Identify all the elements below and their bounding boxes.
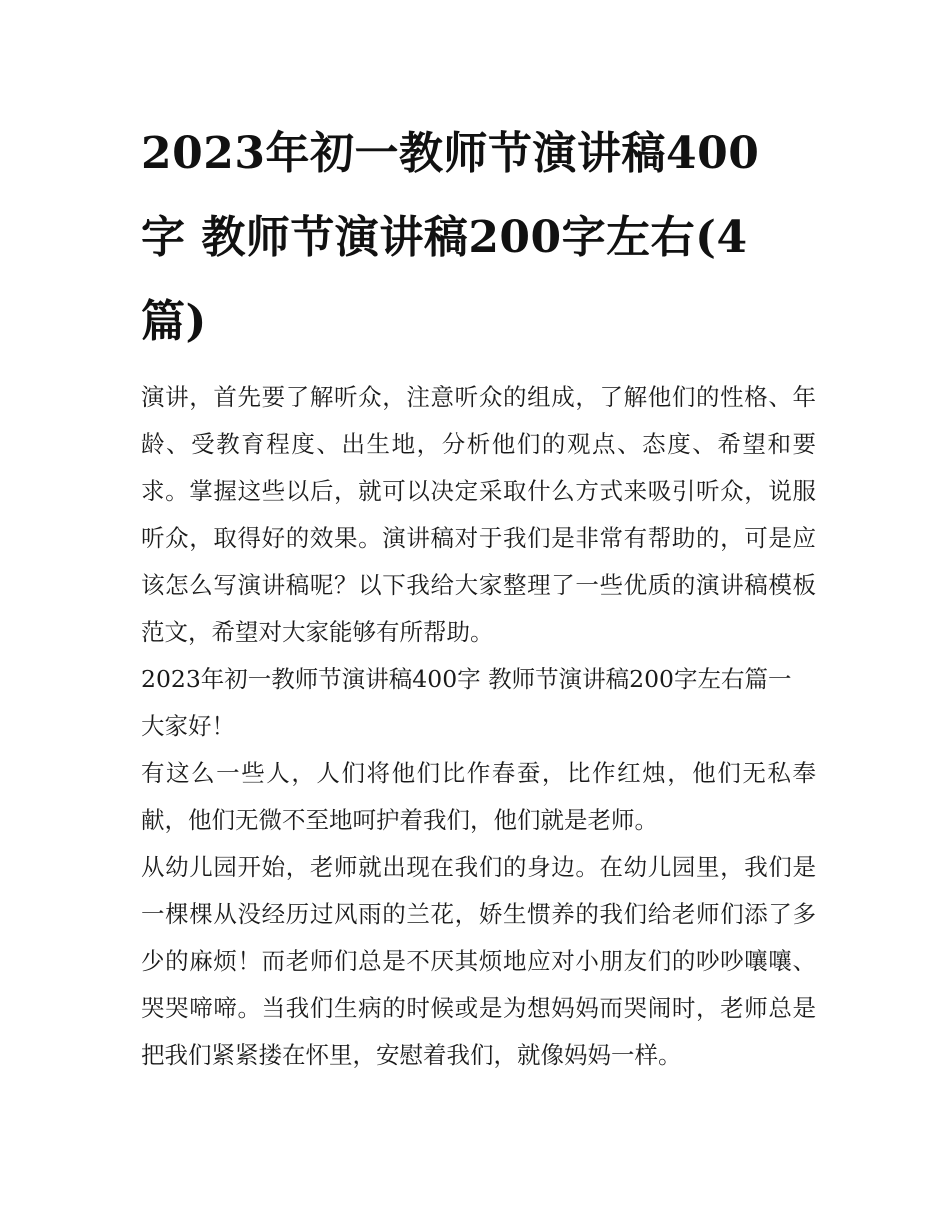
- body-paragraph-2: 从幼儿园开始，老师就出现在我们的身边。在幼儿园里，我们是一棵棵从没经历过风雨的兰花，娇生惯养的我们给老师们添了多少的麻烦！而老师们总是不厌其烦地应对小朋友们的吵吵嚷嚷、哭哭啼啼。当我们生病的时候或是为想妈妈而哭闹时，老师总是把我们紧紧搂在怀里，安慰着我们，就像妈妈一样。: [141, 853, 816, 1069]
- document-page: [141, 112, 816, 1079]
- intro-paragraph: 演讲，首先要了解听众，注意听众的组成，了解他们的性格、年龄、受教育程度、出生地，分析他们的观点、态度、希望和要求。掌握这些以后，就可以决定采取什么方式来吸引听众，说服听众，取得好的效果。演讲稿对于我们是非常有帮助的，可是应该怎么写演讲稿呢？以下我给大家整理了一些优质的演讲稿模板范文，希望对大家能够有所帮助。: [141, 383, 816, 646]
- document-title: [141, 112, 816, 364]
- title-line-1: 2023年初一教师节演讲稿400: [141, 128, 760, 179]
- title-line-3: 篇): [141, 296, 207, 347]
- section-heading: 2023年初一教师节演讲稿400字 教师节演讲稿200字左右篇一 大家好！: [141, 665, 792, 740]
- body-paragraph-1: 有这么一些人，人们将他们比作春蚕，比作红烛，他们无私奉献，他们无微不至地呵护着我们，他们就是老师。: [141, 759, 816, 834]
- title-line-2: 字 教师节演讲稿200字左右(4: [141, 212, 748, 263]
